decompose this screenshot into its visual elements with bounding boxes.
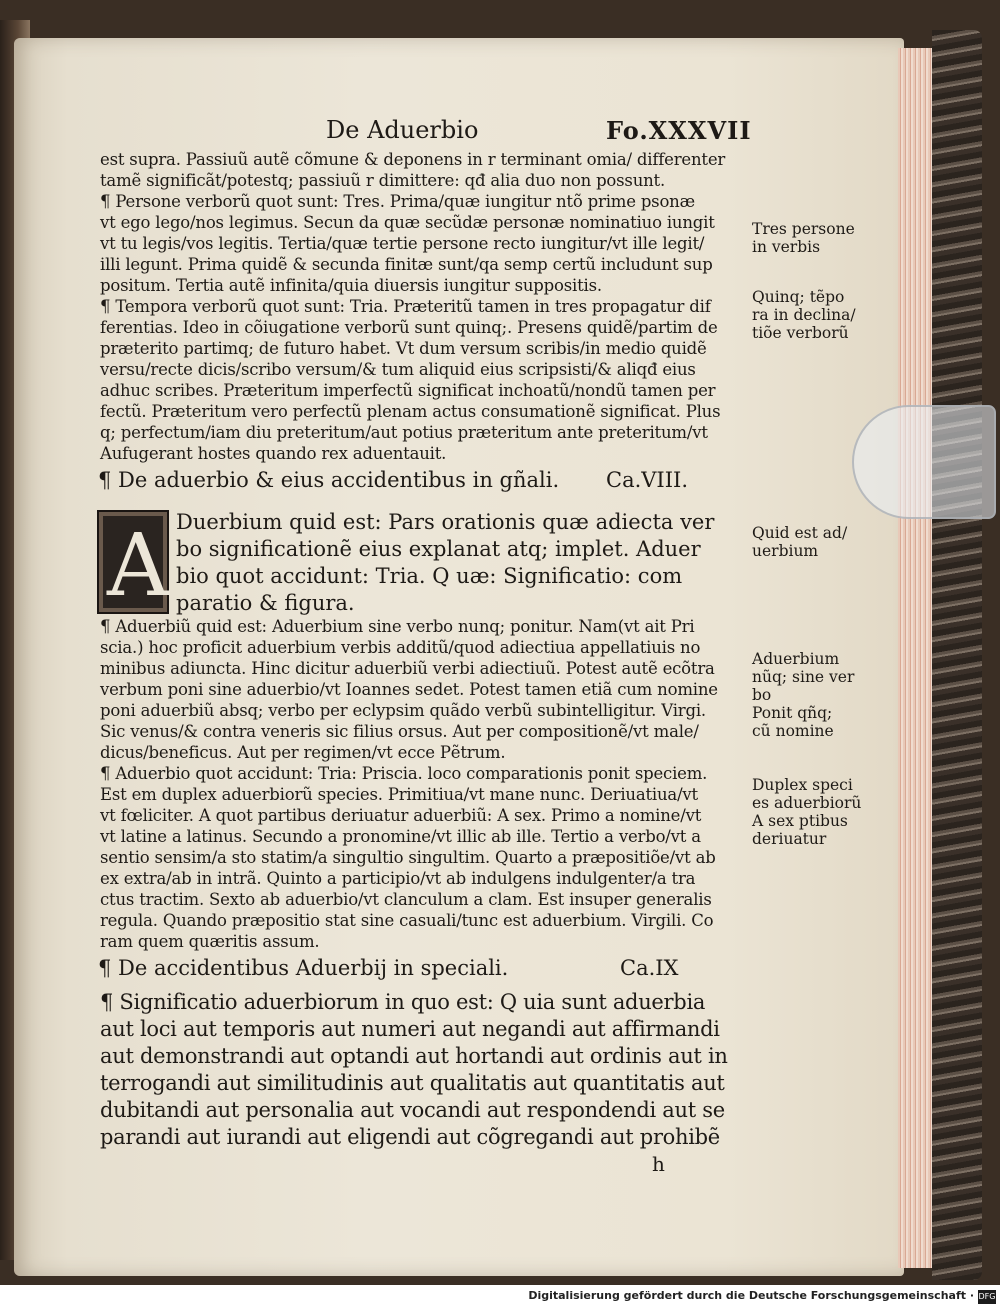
text-line: ferentias. Ideo in cõiugatione verborũ sunt quinq;. Presens quidẽ/partim de	[100, 318, 718, 337]
text-line: est supra. Passiuũ autẽ cõmune & deponens in r terminant omia/ differenter	[100, 150, 726, 169]
text-line: adhuc scribes. Præteritum imperfectũ significat inchoatũ/nondũ tamen per	[100, 381, 716, 400]
text-line: versu/recte dicis/scribo versum/& tum aliquid eius scripsisti/& aliqđ eius	[100, 360, 696, 379]
text-line: vt ego lego/nos legimus. Secun da quæ secũdæ personæ nominatiuo iungit	[100, 213, 715, 232]
text-line: vt latine a latinus. Secundo a pronomine/vt illic ab ille. Tertio a verbo/vt a	[100, 827, 701, 846]
digitization-footer	[0, 1287, 1000, 1309]
text-line: scia.) hoc proficit aduerbium verbis additũ/quod adiectiua appellatiuis no	[100, 638, 701, 657]
margin-note-duplex: Duplex speci es aduerbiorũ A sex ptibus deriuatur	[752, 776, 862, 848]
text-line: ¶ Significatio aduerbiorum in quo est: Q uia sunt aduerbia	[100, 990, 706, 1014]
running-title: De Aduerbio	[326, 116, 479, 144]
text-line: parandi aut iurandi aut eligendi aut cõgregandi aut prohibẽ	[100, 1125, 720, 1149]
text-line: ex extra/ab in intrã. Quinto a participio/vt ab indulgens indulgenter/a tra	[100, 869, 696, 888]
text-line: ¶ Tempora verborũ quot sunt: Tria. Præteritũ tamen in tres propagatur dif	[100, 297, 711, 316]
text-line: terrogandi aut similitudinis aut qualitatis aut quantitatis aut	[100, 1071, 725, 1095]
funding-notice: Digitalisierung gefördert durch die Deutsche Forschungsgemeinschaft ·	[528, 1289, 974, 1302]
text-line: Duerbium quid est: Pars orationis quæ adiecta ver	[176, 510, 715, 534]
signature-mark: h	[652, 1152, 665, 1176]
text-line: verbum poni sine aduerbio/vt Ioannes sedet. Potest tamen etiã cum nomine	[100, 680, 718, 699]
chapter-heading: ¶ De accidentibus Aduerbij in speciali.	[98, 956, 509, 980]
margin-note-tempora: Quinq; tẽpo ra in declina/ tiõe verborũ	[752, 288, 856, 342]
text-line: fectũ. Præteritum vero perfectũ plenam actus consumationẽ significat. Plus	[100, 402, 721, 421]
text-line: Sic venus/& contra veneris sic filius orsus. Aut per compositionẽ/vt male/	[100, 722, 699, 741]
folio-number: Fo.XXXVII	[606, 116, 752, 145]
text-line: bo significationẽ eius explanat atq; implet. Aduer	[176, 537, 701, 561]
glass-page-holder	[852, 405, 996, 519]
page-fore-edge	[898, 48, 934, 1268]
text-line: illi legunt. Prima quidẽ & secunda finitæ sunt/qa semp certũ includunt sup	[100, 255, 713, 274]
text-line: præterito partimq; de futuro habet. Vt dum versum scribis/in medio quidẽ	[100, 339, 707, 358]
text-line: vt fœliciter. A quot partibus deriuatur aduerbiũ: A sex. Primo a nomine/vt	[100, 806, 702, 825]
text-line: poni aduerbiũ absq; verbo per eclypsim quãdo verbũ subintelligitur. Virgi.	[100, 701, 706, 720]
text-line: Aufugerant hostes quando rex aduentauit.	[100, 444, 447, 463]
text-line: q; perfectum/iam diu preteritum/aut potius præteritum ante preteritum/vt	[100, 423, 708, 442]
text-line: regula. Quando præpositio stat sine casuali/tunc est aduerbium. Virgili. Co	[100, 911, 714, 930]
text-line: tamẽ significãt/potestq; passiuũ r dimittere: qđ alia duo non possunt.	[100, 171, 666, 190]
text-line: aut demonstrandi aut optandi aut hortandi aut ordinis aut in	[100, 1044, 728, 1068]
text-line: aut loci aut temporis aut numeri aut negandi aut affirmandi	[100, 1017, 720, 1041]
text-line: ram quem quæritis assum.	[100, 932, 320, 951]
chapter-number: Ca.IX	[620, 956, 679, 980]
text-line: paratio & figura.	[176, 591, 355, 615]
text-line: ¶ Aduerbiũ quid est: Aduerbium sine verbo nunq; ponitur. Nam(vt ait Pri	[100, 617, 695, 636]
decorated-initial	[97, 510, 169, 614]
dfg-logo: DFG	[978, 1290, 996, 1304]
chapter-number: Ca.VIII.	[606, 468, 688, 492]
margin-note-sine-verbo: Aduerbium nũq; sine ver bo Ponit qñq; cũ nomine	[752, 650, 855, 740]
text-line: dubitandi aut personalia aut vocandi aut respondendi aut se	[100, 1098, 725, 1122]
text-line: ¶ Aduerbio quot accidunt: Tria: Priscia. loco comparationis ponit speciem.	[100, 764, 708, 783]
book-cover-edge	[932, 30, 982, 1280]
margin-note-persone: Tres persone in verbis	[752, 220, 855, 256]
text-line: vt tu legis/vos legitis. Tertia/quæ tertie persone recto iungitur/vt ille legit/	[100, 234, 705, 253]
text-line: ctus tractim. Sexto ab aduerbio/vt clanculum a clam. Est insuper generalis	[100, 890, 712, 909]
text-line: minibus adiuncta. Hinc dicitur aduerbiũ verbi adiectiuũ. Potest autẽ ecõtra	[100, 659, 715, 678]
text-line: dicus/beneficus. Aut per regimen/vt ecce Pẽtrum.	[100, 743, 506, 762]
text-line: ¶ Persone verborũ quot sunt: Tres. Prima/quæ iungitur ntõ prime psonæ	[100, 192, 695, 211]
text-line: Est em duplex aduerbiorũ species. Primitiua/vt mane nunc. Deriuatiua/vt	[100, 785, 698, 804]
text-line: sentio sensim/a sto statim/a singultio singultim. Quarto a præpositiõe/vt ab	[100, 848, 716, 867]
text-line: positum. Tertia autẽ infinita/quia diuersis iungitur suppositis.	[100, 276, 602, 295]
margin-note-quid-est: Quid est ad/ uerbium	[752, 524, 848, 560]
text-line: bio quot accidunt: Tria. Q uæ: Significatio: com	[176, 564, 683, 588]
chapter-heading: ¶ De aduerbio & eius accidentibus in gñali.	[98, 468, 560, 492]
initial-letter: A	[107, 516, 170, 616]
